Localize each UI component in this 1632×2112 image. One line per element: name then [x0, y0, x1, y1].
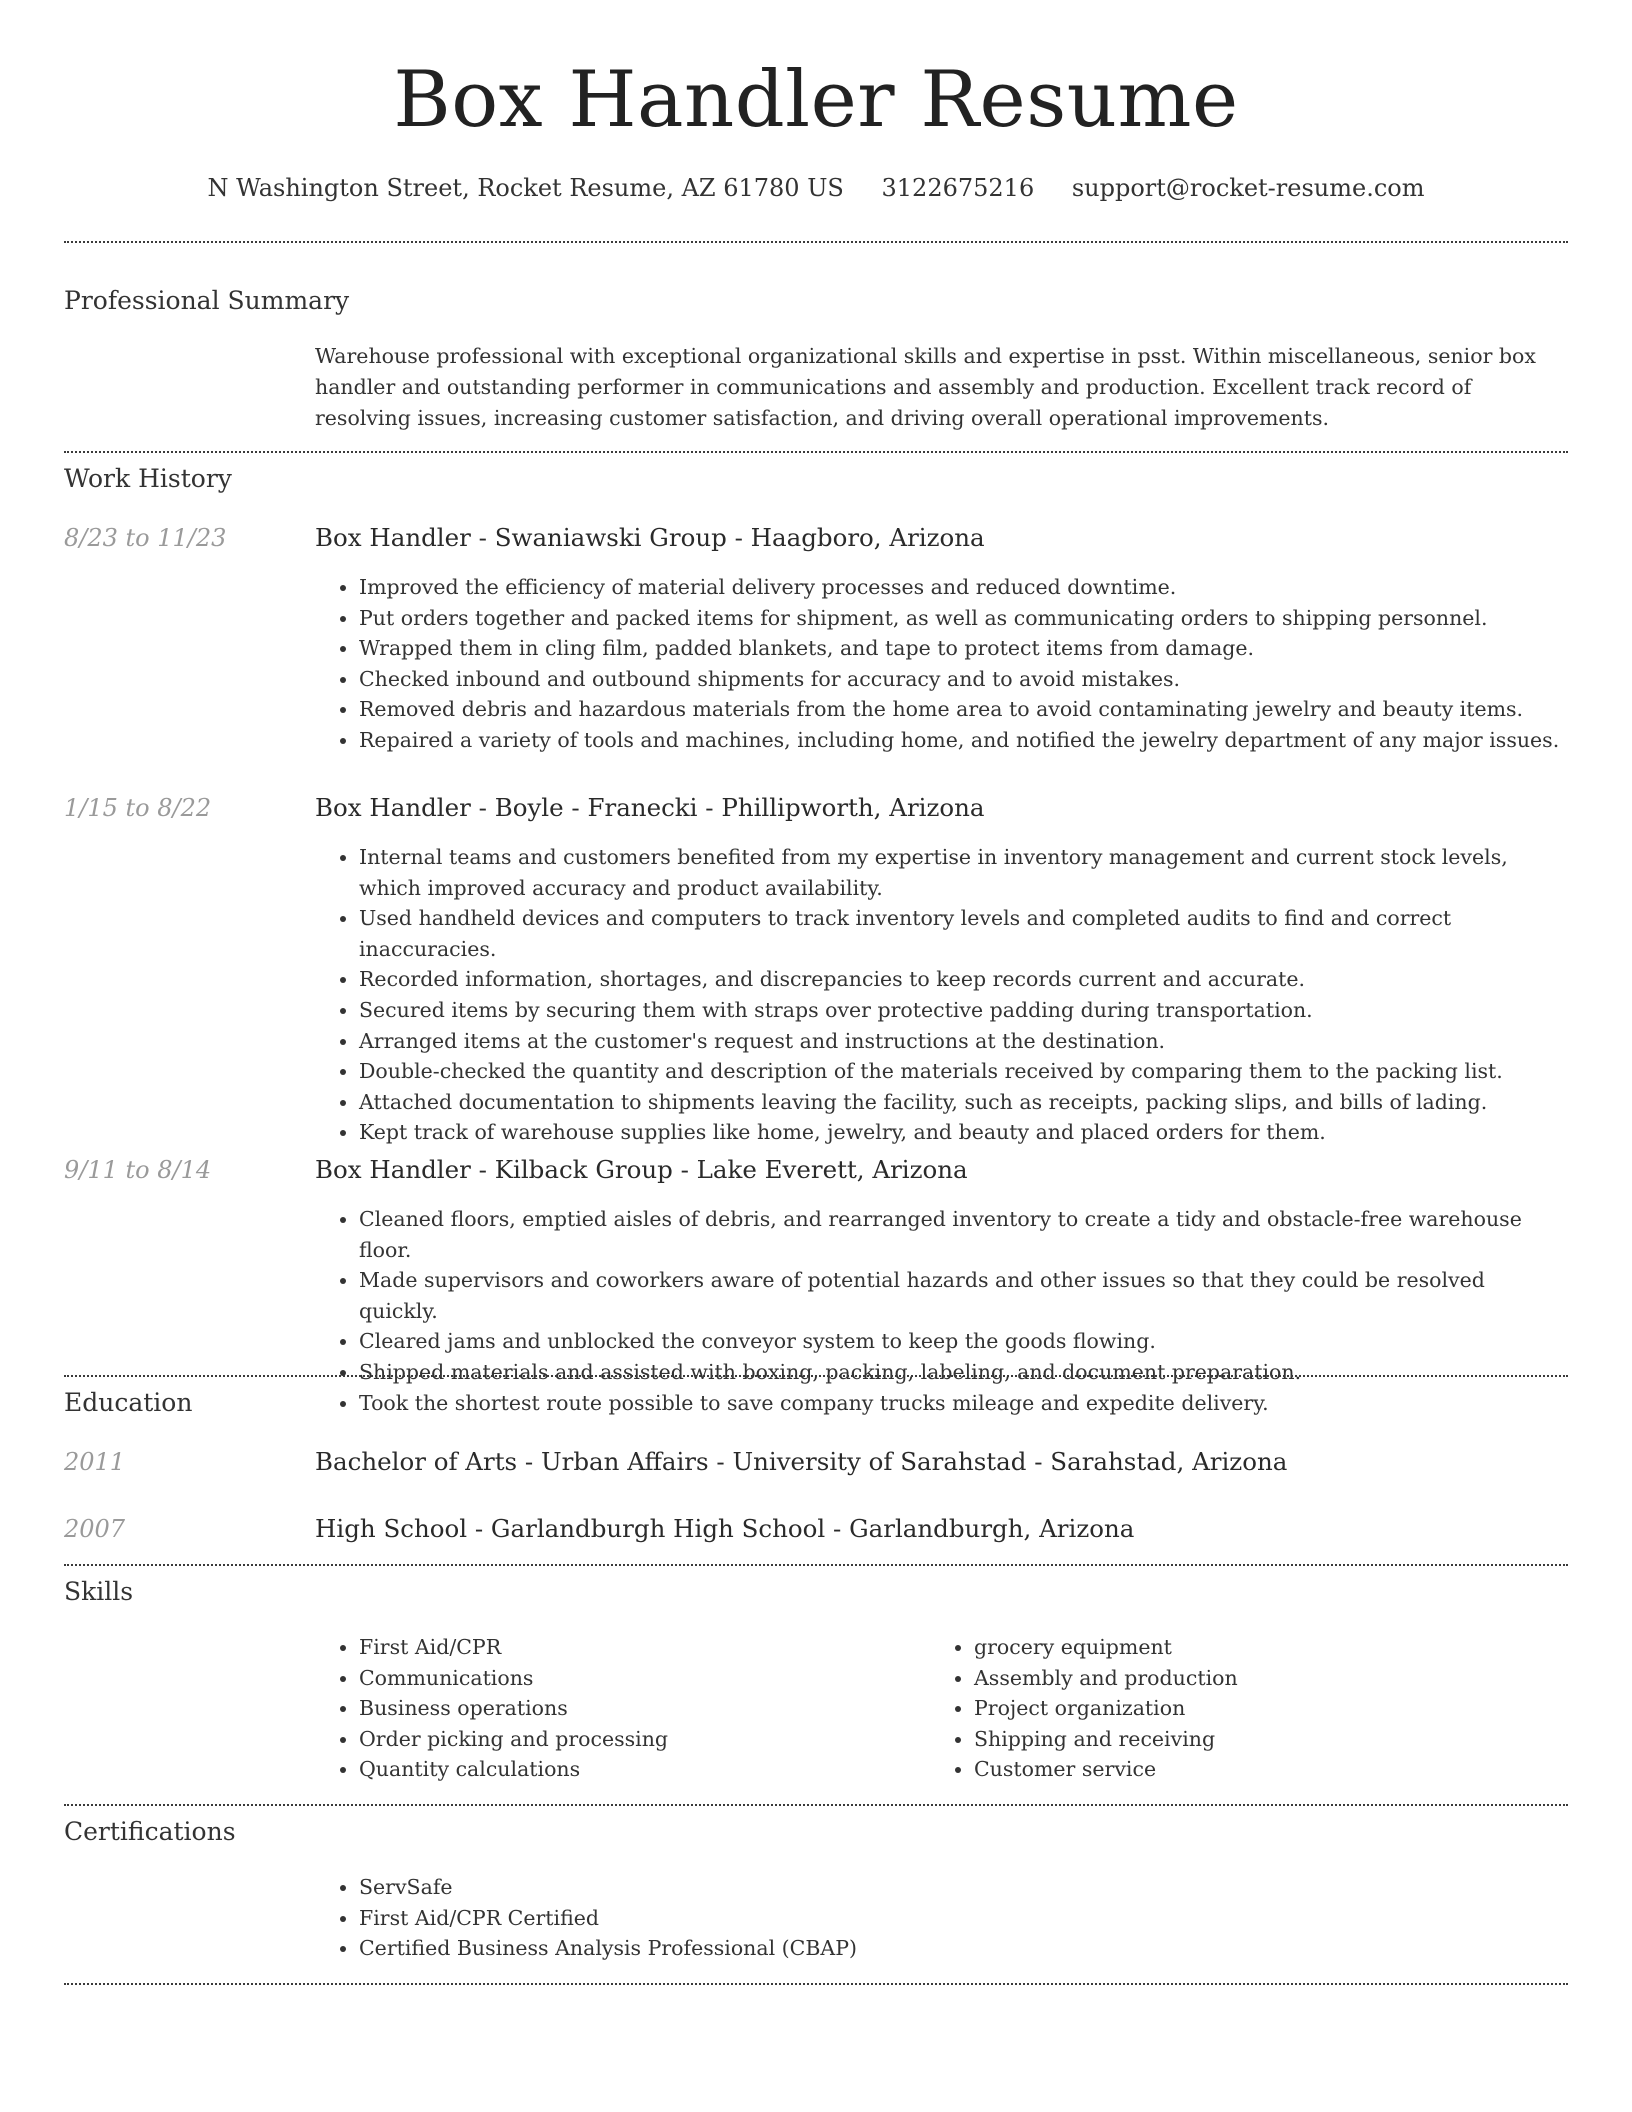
education-entry: Bachelor of Arts - Urban Affairs - University of Sarahstad - Sarahstad, Arizona: [315, 1447, 1288, 1476]
list-item: • Made supervisors and coworkers aware of potential hazards and other issues so that they could be resolved quickly.: [359, 1265, 1568, 1326]
skills-list-left: [315, 1632, 875, 1785]
list-item: • Customer service: [974, 1754, 1490, 1785]
certifications-list: [315, 1872, 1315, 1964]
list-item: • Shipped materials and assisted with boxing, packing, labeling, and document preparation.: [359, 1357, 1568, 1388]
list-item: • Internal teams and customers benefited from my expertise in inventory management and current stock levels, which improved accuracy and product availability.: [359, 842, 1568, 903]
list-item: • Attached documentation to shipments leaving the facility, such as receipts, packing slips, and bills of lading.: [359, 1087, 1568, 1118]
job-bullets: [315, 572, 1568, 756]
list-item: • Arranged items at the customer's request and instructions at the destination.: [359, 1026, 1568, 1057]
summary-heading: Professional Summary: [64, 286, 350, 315]
job-bullets: [315, 1204, 1568, 1418]
resume-title: Box Handler Resume: [393, 55, 1239, 145]
list-item: • Project organization: [974, 1693, 1490, 1724]
divider: [64, 451, 1568, 453]
list-item: • grocery equipment: [974, 1632, 1490, 1663]
education-year: 2011: [64, 1448, 126, 1476]
list-item: • Took the shortest route possible to save company trucks mileage and expedite delivery.: [359, 1388, 1568, 1419]
list-item: • Certified Business Analysis Professional (CBAP): [359, 1933, 1315, 1964]
certifications-heading: Certifications: [64, 1817, 236, 1846]
list-item: • Assembly and production: [974, 1663, 1490, 1694]
list-item: • Removed debris and hazardous materials from the home area to avoid contaminating jewelry and beauty items.: [359, 694, 1568, 725]
list-item: • Double-checked the quantity and description of the materials received by comparing them to the packing list.: [359, 1056, 1568, 1087]
job-dates: 1/15 to 8/22: [64, 794, 212, 822]
list-item: • Quantity calculations: [359, 1754, 875, 1785]
list-item: • Wrapped them in cling film, padded blankets, and tape to protect items from damage.: [359, 633, 1568, 664]
job-bullets: [315, 842, 1568, 1148]
list-item: • Secured items by securing them with straps over protective padding during transportation.: [359, 995, 1568, 1026]
list-item: • First Aid/CPR Certified: [359, 1903, 1315, 1934]
list-item: • Checked inbound and outbound shipments for accuracy and to avoid mistakes.: [359, 664, 1568, 695]
list-item: • Recorded information, shortages, and discrepancies to keep records current and accurate.: [359, 964, 1568, 995]
divider: [64, 1375, 1568, 1377]
job-title: Box Handler - Kilback Group - Lake Everett, Arizona: [315, 1155, 968, 1184]
job-title: Box Handler - Swaniawski Group - Haagboro, Arizona: [315, 523, 985, 552]
job-dates: 8/23 to 11/23: [64, 524, 227, 552]
education-entry: High School - Garlandburgh High School - Garlandburgh, Arizona: [315, 1514, 1135, 1543]
divider: [64, 241, 1568, 243]
summary-text: Warehouse professional with exceptional organizational skills and expertise in psst. Within miscellaneous, senior box handler and outstanding performer in communications and assembly and production. Excellent track record of resolving issues, increasing customer satisfaction, and driving overall operational improvements.: [315, 344, 1536, 430]
work-history-heading: Work History: [64, 464, 232, 493]
skills-heading: Skills: [64, 1577, 134, 1606]
list-item: • Used handheld devices and computers to track inventory levels and completed audits to find and correct inaccuracies.: [359, 903, 1568, 964]
list-item: • Shipping and receiving: [974, 1724, 1490, 1755]
list-item: • Improved the efficiency of material delivery processes and reduced downtime.: [359, 572, 1568, 603]
list-item: • Repaired a variety of tools and machines, including home, and notified the jewelry department of any major issues.: [359, 725, 1568, 756]
contact-address: N Washington Street, Rocket Resume, AZ 61780 US: [207, 174, 844, 202]
list-item: • ServSafe: [359, 1872, 1315, 1903]
list-item: • Cleared jams and unblocked the conveyor system to keep the goods flowing.: [359, 1326, 1568, 1357]
divider: [64, 1983, 1568, 1985]
contact-line: [64, 172, 1568, 204]
list-item: • Cleaned floors, emptied aisles of debris, and rearranged inventory to create a tidy and obstacle-free warehouse floor.: [359, 1204, 1568, 1265]
contact-email: support@rocket-resume.com: [1071, 174, 1425, 202]
list-item: • Business operations: [359, 1693, 875, 1724]
job-dates: 9/11 to 8/14: [64, 1156, 212, 1184]
list-item: • Put orders together and packed items for shipment, as well as communicating orders to shipping personnel.: [359, 603, 1568, 634]
contact-phone: 3122675216: [881, 174, 1035, 202]
list-item: • Order picking and processing: [359, 1724, 875, 1755]
divider: [64, 1564, 1568, 1566]
skills-list-right: [930, 1632, 1490, 1785]
education-year: 2007: [64, 1515, 126, 1543]
divider: [64, 1804, 1568, 1806]
list-item: • Communications: [359, 1663, 875, 1694]
list-item: • Kept track of warehouse supplies like home, jewelry, and beauty and placed orders for them.: [359, 1117, 1568, 1148]
education-heading: Education: [64, 1388, 193, 1417]
list-item: • First Aid/CPR: [359, 1632, 875, 1663]
job-title: Box Handler - Boyle - Franecki - Phillipworth, Arizona: [315, 793, 985, 822]
